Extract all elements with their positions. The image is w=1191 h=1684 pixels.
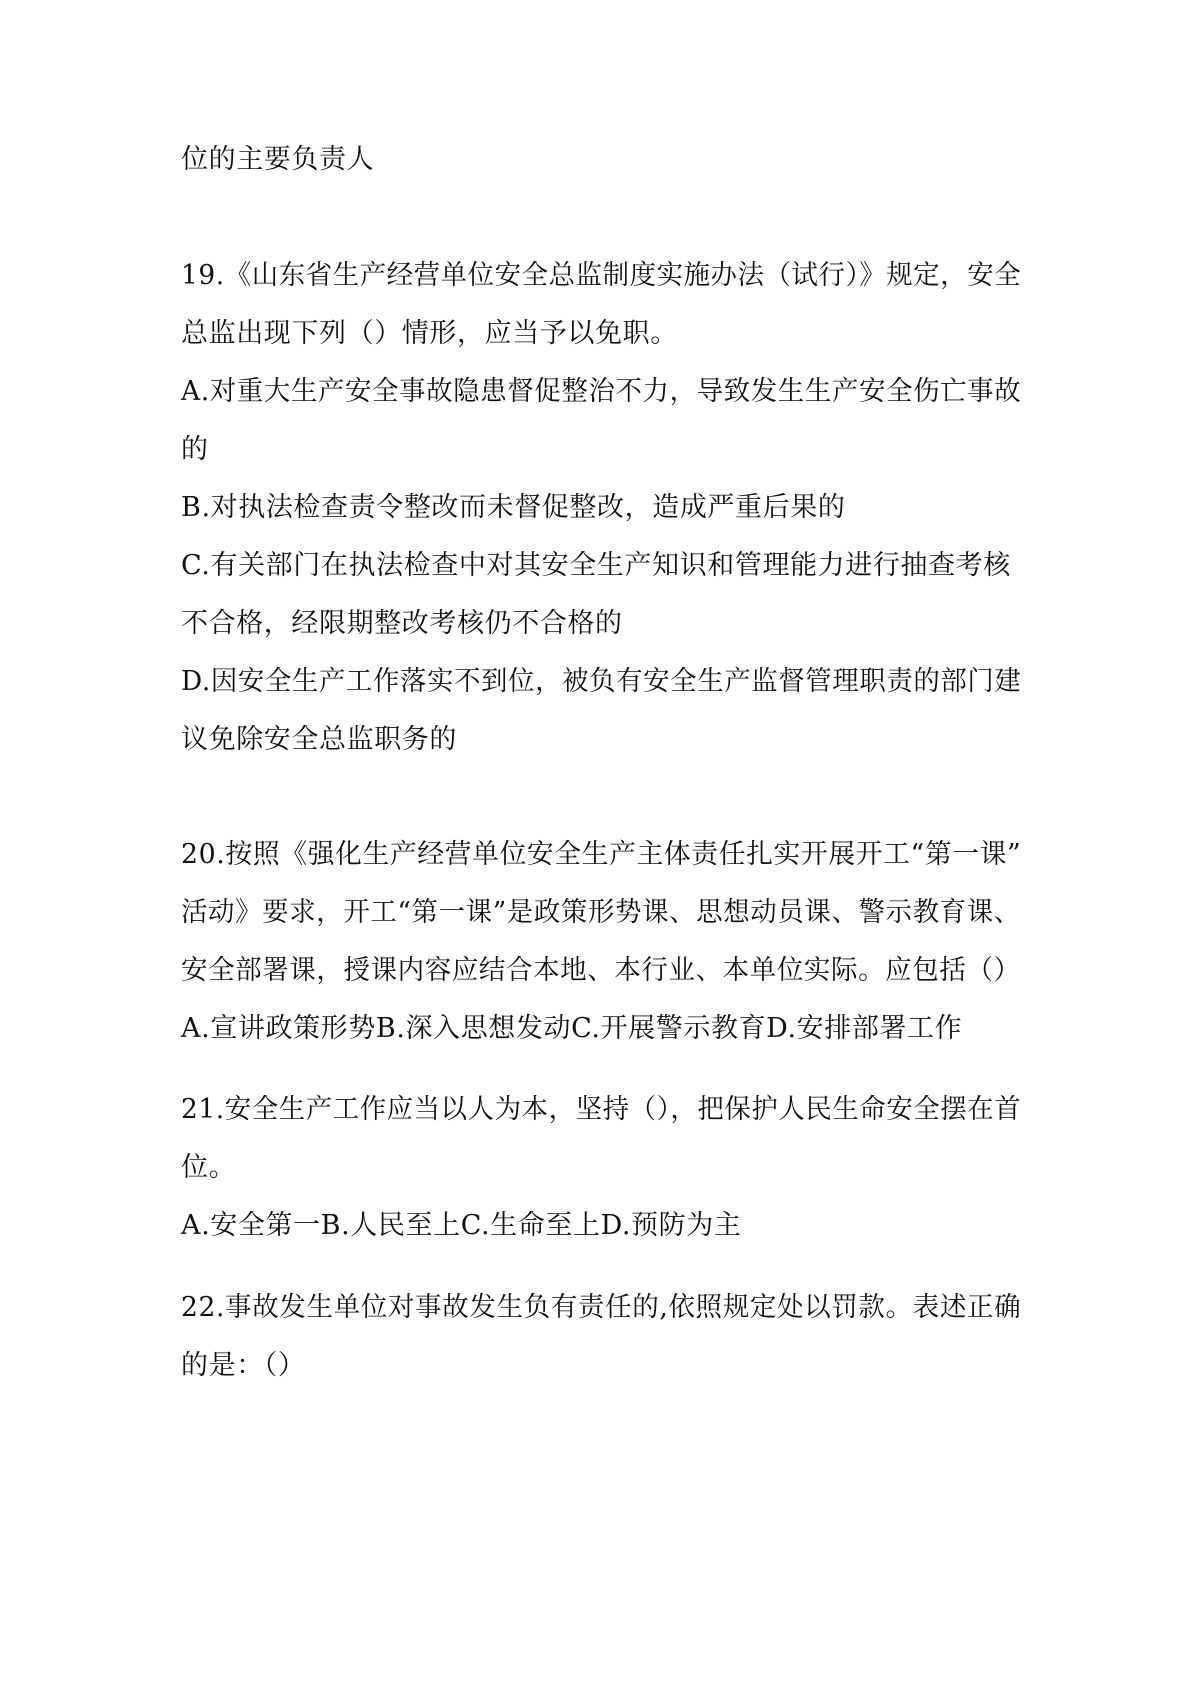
question-21-stem-line-2: 位。 [181, 1152, 237, 1183]
question-19-option-a-line-2: 的 [181, 434, 209, 465]
question-22-stem-line-1: 22.事故发生单位对事故发生负有责任的,依照规定处以罚款。表述正确 [181, 1292, 1022, 1323]
question-19-option-a-line-1: A.对重大生产安全事故隐患督促整治不力，导致发生生产安全伤亡事故 [181, 376, 1022, 407]
question-20-stem-line-2: 活动》要求，开工“第一课”是政策形势课、思想动员课、警示教育课、 [181, 897, 1021, 928]
question-22-stem-line-2: 的是：（） [181, 1350, 306, 1381]
question-20-stem-line-3: 安全部署课，授课内容应结合本地、本行业、本单位实际。应包括（） [181, 955, 1021, 986]
question-19-option-d-line-2: 议免除安全总监职务的 [181, 724, 457, 755]
question-19-option-c-line-1: C.有关部门在执法检查中对其安全生产知识和管理能力进行抽查考核 [181, 550, 1011, 581]
question-19-stem-line-1: 19.《山东省生产经营单位安全总监制度实施办法（试行）》规定，安全 [181, 260, 1022, 291]
question-20-stem-line-1: 20.按照《强化生产经营单位安全生产主体责任扎实开展开工“第一课” [181, 839, 1022, 870]
question-19-option-c-line-2: 不合格，经限期整改考核仍不合格的 [181, 608, 623, 639]
question-19-option-b: B.对执法检查责令整改而未督促整改，造成严重后果的 [181, 492, 846, 523]
question-19-stem-line-2: 总监出现下列（）情形，应当予以免职。 [181, 318, 678, 349]
continuation-text: 位的主要负责人 [181, 144, 375, 175]
question-20-options: A.宣讲政策形势B.深入思想发动C.开展警示教育D.安排部署工作 [181, 1013, 963, 1044]
question-21-stem-line-1: 21.安全生产工作应当以人为本，坚持（），把保护人民生命安全摆在首 [181, 1094, 1022, 1125]
question-21-options: A.安全第一B.人民至上C.生命至上D.预防为主 [181, 1210, 742, 1241]
question-19-option-d-line-1: D.因安全生产工作落实不到位，被负有安全生产监督管理职责的部门建 [181, 666, 1022, 697]
